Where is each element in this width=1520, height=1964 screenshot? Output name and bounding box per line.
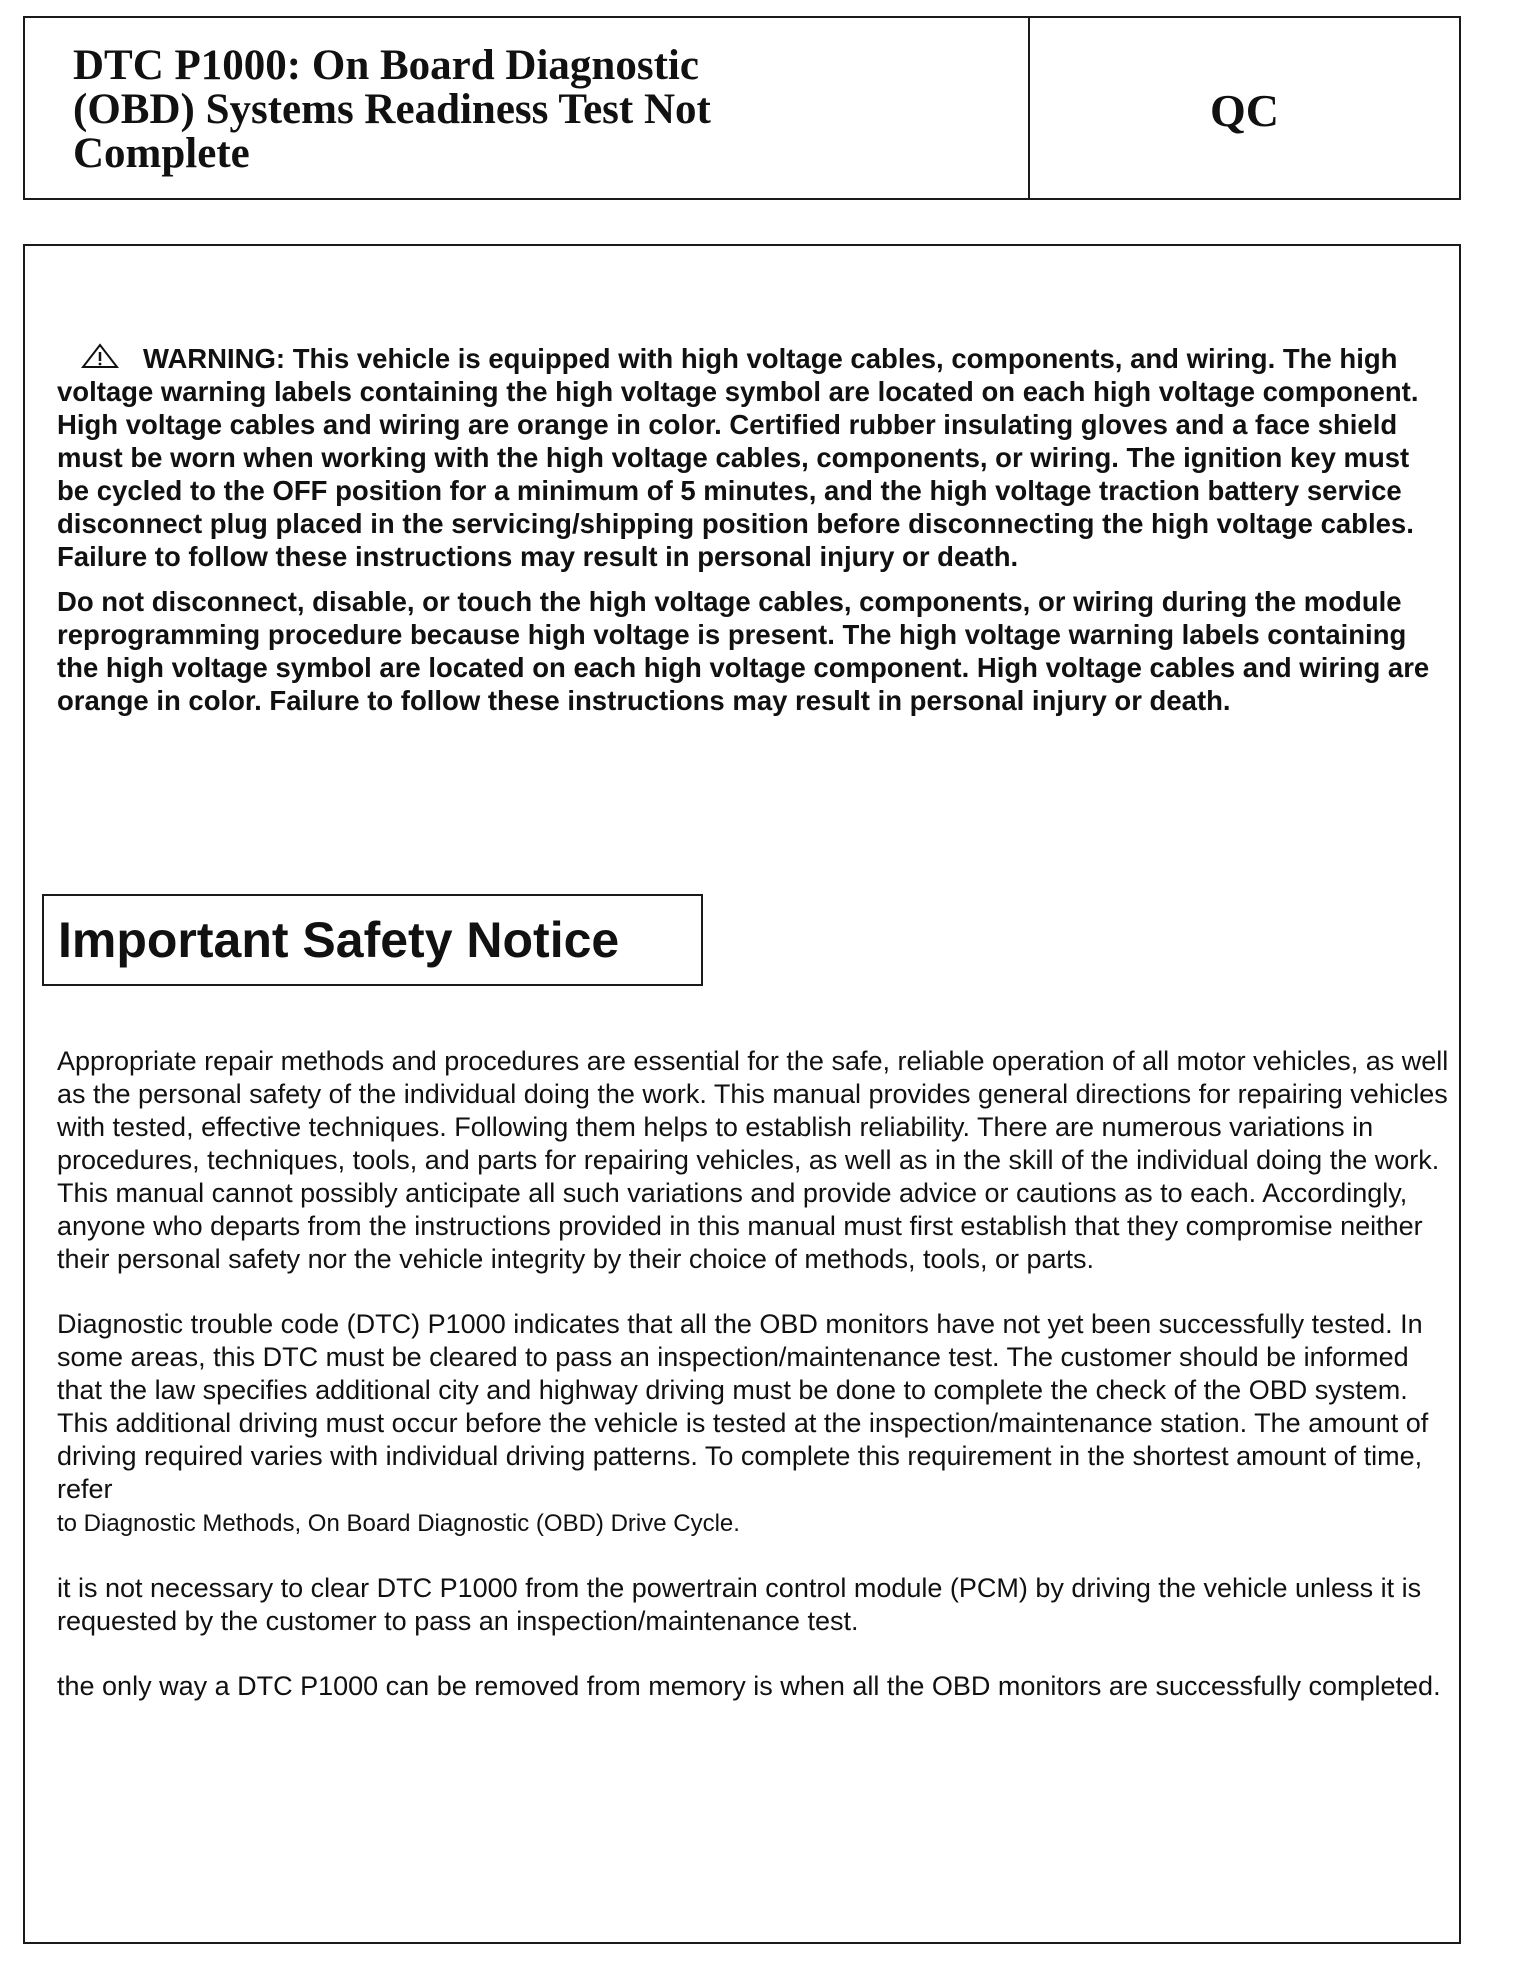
page-title — [25, 18, 1030, 198]
safety-notice-heading: Important Safety Notice — [42, 894, 703, 986]
header-box — [23, 16, 1461, 200]
title-line-1: DTC P1000: On Board Diagnostic — [73, 42, 699, 89]
drive-cycle-reference: to Diagnostic Methods, On Board Diagnostic (OBD) Drive Cycle. — [57, 1510, 740, 1537]
title-line-3: Complete — [73, 130, 250, 177]
warning-paragraph-1 — [57, 342, 1447, 573]
notice-paragraph-3: it is not necessary to clear DTC P1000 from the powertrain control module (PCM) by driving the vehicle unless it is requested by the customer to pass an inspection/maintenance test. — [57, 1573, 1422, 1636]
warning-triangle-icon — [81, 343, 119, 369]
warning-text-1: WARNING: This vehicle is equipped with high voltage cables, components, and wiring. The high voltage warning labels containing the high voltage symbol are located on each high voltage component. High voltage cables and wiring are orange in color. Certified rubber insulating gloves and a face shield must be worn when working with the high voltage cables, components, or wiring. The ignition key must be cycled to the OFF position for a minimum of 5 minutes, and the high voltage traction battery service disconnect plug placed in the servicing/shipping position before disconnecting the high voltage cables. Failure to follow these instructions may result in personal injury or death. — [57, 343, 1419, 572]
content-box — [23, 244, 1461, 1944]
title-line-2: (OBD) Systems Readiness Test Not — [73, 86, 711, 133]
notice-paragraph-2 — [57, 1308, 1449, 1540]
safety-notice-body — [57, 1045, 1449, 1735]
warning-paragraph-2: Do not disconnect, disable, or touch the high voltage cables, components, or wiring during the module reprogramming procedure because high voltage is present. The high voltage warning labels containing the high voltage symbol are located on each high voltage component. High voltage cables and wiring are orange in color. Failure to follow these instructions may result in personal injury or death. — [57, 586, 1430, 716]
notice-paragraph-1: Appropriate repair methods and procedures are essential for the safe, reliable operation of all motor vehicles, as well as the personal safety of the individual doing the work. This manual provides general directions for repairing vehicles with tested, effective techniques. Following them helps to establish reliability. There are numerous variations in procedures, techniques, tools, and parts for repairing vehicles, as well as in the skill of the individual doing the work. This manual cannot possibly anticipate all such variations and provide advice or cautions as to each. Accordingly, anyone who departs from the instructions provided in this manual must first establish that they compromise neither their personal safety nor the vehicle integrity by their choice of methods, tools, or parts. — [57, 1046, 1449, 1274]
notice-paragraph-4: the only way a DTC P1000 can be removed from memory is when all the OBD monitors are successfully completed. — [57, 1671, 1441, 1701]
section-code: QC — [1210, 84, 1279, 136]
notice-paragraph-2-text: Diagnostic trouble code (DTC) P1000 indicates that all the OBD monitors have not yet been successfully tested. In some areas, this DTC must be cleared to pass an inspection/maintenance test. The customer should be informed that the law specifies additional city and highway driving must be done to complete the check of the OBD system. This additional driving must occur before the vehicle is tested at the inspection/maintenance station. The amount of driving required varies with individual driving patterns. To complete this requirement in the shortest amount of time, refer — [57, 1309, 1429, 1504]
warning-block — [57, 342, 1447, 729]
